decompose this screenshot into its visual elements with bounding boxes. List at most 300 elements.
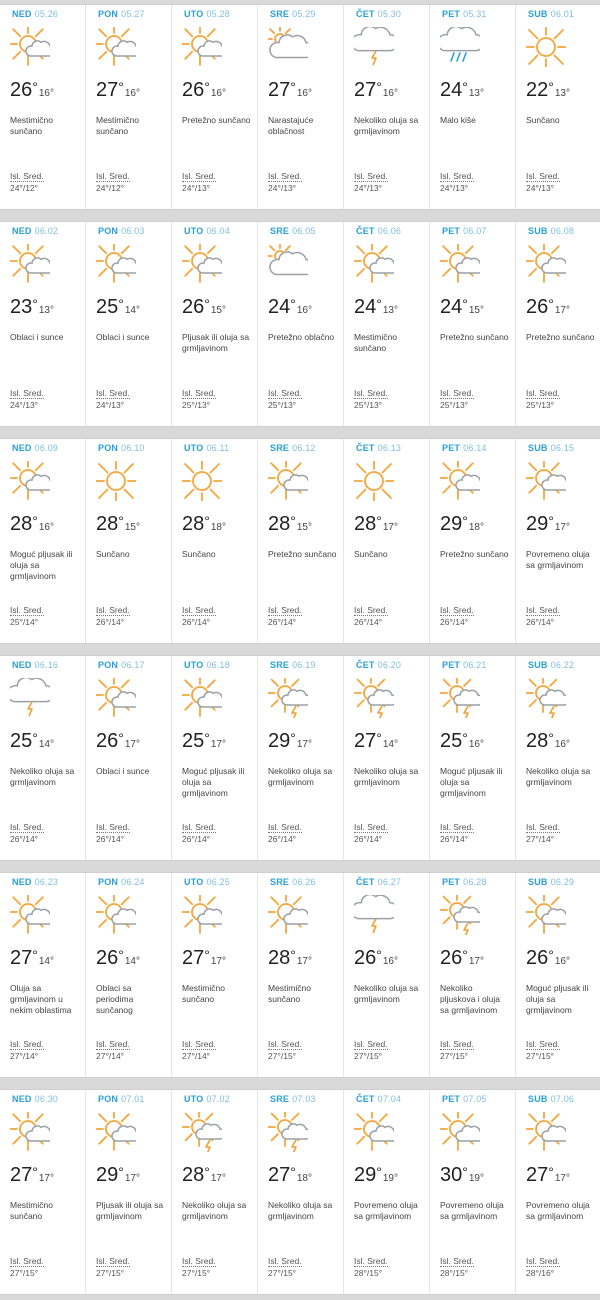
sun-storm-icon [526, 678, 566, 718]
day-of-week: ČET [356, 443, 375, 453]
historical-average-label[interactable]: Isl. Sred. [10, 1256, 44, 1266]
day-card[interactable] [86, 222, 172, 426]
day-label [270, 877, 316, 887]
day-date: 05.28 [206, 9, 230, 19]
day-card[interactable] [344, 873, 430, 1077]
degree-symbol: ° [290, 1164, 296, 1180]
temp-low: 14° [124, 305, 140, 316]
day-label [442, 877, 487, 887]
day-of-week: SRE [270, 1094, 290, 1104]
partly-cloudy-icon [10, 1112, 50, 1152]
historical-average-label[interactable]: Isl. Sred. [96, 388, 130, 398]
day-card[interactable] [430, 439, 516, 643]
historical-average-label[interactable]: Isl. Sred. [182, 388, 216, 398]
day-of-week: ČET [356, 9, 375, 19]
historical-average-label[interactable]: Isl. Sred. [526, 171, 560, 181]
temperature [96, 79, 140, 102]
historical-average-label[interactable]: Isl. Sred. [268, 822, 302, 832]
temperature [268, 513, 312, 536]
day-card[interactable] [0, 5, 86, 209]
temp-high: 25 [10, 730, 33, 752]
historical-average-label[interactable]: Isl. Sred. [96, 1256, 130, 1266]
day-date: 06.23 [34, 877, 59, 887]
day-card[interactable] [0, 656, 86, 860]
day-date: 07.02 [206, 1094, 230, 1104]
temp-high: 24 [354, 296, 377, 318]
day-date: 06.04 [206, 226, 230, 236]
historical-average-label[interactable]: Isl. Sred. [526, 822, 560, 832]
day-card[interactable] [0, 1090, 86, 1294]
weather-description: Pretežno oblačno [268, 332, 335, 342]
historical-average-label[interactable]: Isl. Sred. [440, 171, 474, 181]
day-card[interactable] [172, 439, 258, 643]
sun-storm-icon [440, 678, 480, 718]
day-date: 06.30 [34, 1094, 59, 1104]
day-label [528, 226, 574, 236]
day-card[interactable] [516, 5, 600, 209]
historical-average-values: 27°/15° [440, 1051, 469, 1061]
day-date: 06.27 [377, 877, 402, 887]
historical-average-label[interactable]: Isl. Sred. [526, 1256, 560, 1266]
degree-symbol: ° [204, 513, 210, 529]
day-card[interactable] [172, 5, 258, 209]
day-card[interactable] [344, 1090, 430, 1294]
day-label [442, 1094, 487, 1104]
day-card[interactable] [258, 222, 344, 426]
day-of-week: ČET [356, 1094, 375, 1104]
weather-description: Sunčano [96, 549, 130, 559]
temp-high: 28 [182, 1164, 205, 1186]
temperature [96, 513, 140, 536]
sun-storm-icon [268, 678, 308, 718]
historical-average-label[interactable]: Isl. Sred. [268, 171, 302, 181]
historical-average-label[interactable]: Isl. Sred. [354, 388, 388, 398]
historical-average-label[interactable]: Isl. Sred. [96, 605, 130, 615]
partly-cloudy-icon [526, 244, 566, 284]
temp-high: 29 [96, 1164, 119, 1186]
historical-average-values: 26°/14° [268, 617, 297, 627]
day-label [12, 443, 58, 453]
day-date: 06.10 [121, 443, 145, 453]
historical-average-values: 27°/15° [354, 1051, 383, 1061]
temp-low: 15° [468, 305, 484, 316]
temp-high: 25 [96, 296, 119, 318]
weather-description: Mestimično sunčano [354, 332, 397, 353]
sun-icon [526, 27, 566, 67]
day-card[interactable] [258, 1090, 344, 1294]
temperature [526, 947, 570, 970]
partly-cloudy-icon [354, 244, 394, 284]
day-card[interactable] [516, 222, 600, 426]
degree-symbol: ° [118, 296, 124, 312]
historical-average-values: 24°/12° [10, 183, 39, 193]
historical-average-label[interactable]: Isl. Sred. [96, 171, 130, 181]
weather-description: Sunčano [354, 549, 388, 559]
day-of-week: NED [12, 877, 32, 887]
partly-cloudy-icon [526, 461, 566, 501]
day-card[interactable] [258, 439, 344, 643]
day-label [98, 226, 145, 236]
temp-low: 16° [124, 88, 140, 99]
day-date: 06.29 [550, 877, 575, 887]
weather-description: Oblaci sa periodima sunčanog [96, 983, 134, 1015]
day-of-week: PET [442, 660, 461, 670]
historical-average-label[interactable]: Isl. Sred. [96, 822, 130, 832]
historical-average-label[interactable]: Isl. Sred. [182, 822, 216, 832]
temperature [440, 730, 484, 753]
historical-average-values: 25°/14° [10, 617, 39, 627]
temp-high: 27 [268, 79, 291, 101]
weather-description: Pretežno sunčano [182, 115, 251, 125]
temperature [182, 513, 226, 536]
day-date: 06.28 [463, 877, 487, 887]
day-card[interactable] [86, 873, 172, 1077]
historical-average-label[interactable]: Isl. Sred. [96, 1039, 130, 1049]
sun-icon [182, 461, 222, 501]
partly-cloudy-icon [268, 461, 308, 501]
day-of-week: UTO [184, 226, 204, 236]
temp-high: 24 [440, 79, 463, 101]
day-of-week: PON [98, 226, 119, 236]
historical-average-label[interactable]: Isl. Sred. [440, 1256, 474, 1266]
day-card[interactable] [430, 222, 516, 426]
temp-low: 15° [124, 522, 140, 533]
temperature [526, 513, 570, 536]
degree-symbol: ° [548, 730, 554, 746]
temp-low: 18° [468, 522, 484, 533]
weather-description: Pretežno sunčano [440, 332, 509, 342]
day-card[interactable] [172, 1090, 258, 1294]
degree-symbol: ° [32, 79, 38, 95]
partly-cloudy-icon [440, 244, 480, 284]
weather-description: Pretežno sunčano [440, 549, 509, 559]
temperature [354, 1164, 398, 1187]
day-date: 06.09 [34, 443, 59, 453]
historical-average-label[interactable]: Isl. Sred. [354, 1256, 388, 1266]
day-of-week: ČET [356, 660, 375, 670]
degree-symbol: ° [462, 296, 468, 312]
historical-average-label[interactable]: Isl. Sred. [182, 1039, 216, 1049]
day-card[interactable] [258, 873, 344, 1077]
day-card[interactable] [516, 873, 600, 1077]
temperature [96, 296, 140, 319]
historical-average-values: 26°/14° [182, 834, 211, 844]
day-label [270, 226, 316, 236]
day-date: 07.06 [550, 1094, 575, 1104]
day-of-week: UTO [184, 877, 204, 887]
historical-average-label[interactable]: Isl. Sred. [268, 605, 302, 615]
historical-average-values: 27°/15° [96, 1268, 125, 1278]
historical-average-values: 26°/14° [268, 834, 297, 844]
day-card[interactable] [344, 439, 430, 643]
sun-icon [354, 461, 394, 501]
temperature [96, 1164, 140, 1187]
degree-symbol: ° [204, 296, 210, 312]
day-card[interactable] [172, 222, 258, 426]
day-card[interactable] [516, 656, 600, 860]
degree-symbol: ° [548, 296, 554, 312]
historical-average-values: 24°/12° [96, 183, 125, 193]
historical-average-values: 25°/13° [440, 400, 469, 410]
temp-low: 14° [382, 739, 398, 750]
historical-average-values: 28°/15° [440, 1268, 469, 1278]
day-date: 06.25 [206, 877, 230, 887]
day-of-week: NED [12, 1094, 32, 1104]
temperature [268, 79, 312, 102]
weather-description: Mestimično sunčano [268, 983, 311, 1004]
day-label [12, 226, 58, 236]
temp-low: 16° [38, 522, 54, 533]
day-card[interactable] [172, 656, 258, 860]
day-card[interactable] [516, 439, 600, 643]
weather-description: Sunčano [182, 549, 216, 559]
day-label [12, 9, 58, 19]
historical-average-label[interactable]: Isl. Sred. [354, 171, 388, 181]
temp-low: 16° [554, 956, 570, 967]
forecast-week [0, 872, 600, 1078]
temp-low: 17° [296, 739, 312, 750]
temperature [440, 513, 484, 536]
degree-symbol: ° [32, 947, 38, 963]
day-card[interactable] [344, 222, 430, 426]
historical-average-label[interactable]: Isl. Sred. [354, 605, 388, 615]
temp-low: 18° [210, 522, 226, 533]
temperature [182, 296, 226, 319]
weather-description: Moguć pljusak ili oluja sa grmljavinom [10, 549, 73, 581]
day-label [12, 877, 58, 887]
historical-average-label[interactable]: Isl. Sred. [10, 1039, 44, 1049]
day-card[interactable] [0, 439, 86, 643]
temp-high: 27 [10, 1164, 33, 1186]
temp-low: 17° [554, 305, 570, 316]
thunderstorm-icon [10, 678, 50, 718]
historical-average-label[interactable]: Isl. Sred. [440, 1039, 474, 1049]
temp-high: 28 [268, 947, 291, 969]
weather-description: Nekoliko oluja sa grmljavinom [526, 766, 591, 787]
day-card[interactable] [172, 873, 258, 1077]
degree-symbol: ° [376, 730, 382, 746]
historical-average-values: 26°/14° [526, 617, 555, 627]
temp-high: 27 [96, 79, 119, 101]
day-card[interactable] [430, 1090, 516, 1294]
degree-symbol: ° [204, 947, 210, 963]
temperature [10, 513, 54, 536]
temp-low: 16° [382, 88, 398, 99]
day-card[interactable] [430, 873, 516, 1077]
temp-low: 17° [554, 1173, 570, 1184]
degree-symbol: ° [290, 947, 296, 963]
thunderstorm-icon [354, 27, 394, 67]
weather-description: Nekoliko oluja sa grmljavinom [268, 766, 333, 787]
temp-high: 27 [354, 79, 377, 101]
day-date: 06.17 [121, 660, 145, 670]
partly-cloudy-icon [182, 678, 222, 718]
sun-storm-icon [440, 895, 480, 935]
historical-average-label[interactable]: Isl. Sred. [268, 388, 302, 398]
historical-average-label[interactable]: Isl. Sred. [526, 605, 560, 615]
historical-average-label[interactable]: Isl. Sred. [182, 1256, 216, 1266]
temperature [10, 79, 54, 102]
temperature [10, 730, 54, 753]
temp-low: 19° [468, 1173, 484, 1184]
historical-average-label[interactable]: Isl. Sred. [440, 388, 474, 398]
temp-high: 26 [96, 730, 119, 752]
day-card[interactable] [258, 656, 344, 860]
day-of-week: PON [98, 1094, 119, 1104]
day-card[interactable] [0, 222, 86, 426]
day-card[interactable] [430, 5, 516, 209]
historical-average-label[interactable]: Isl. Sred. [526, 388, 560, 398]
historical-average-label[interactable]: Isl. Sred. [440, 822, 474, 832]
temp-high: 27 [354, 730, 377, 752]
day-of-week: ČET [356, 877, 375, 887]
temp-low: 13° [38, 305, 54, 316]
weather-description: Mestimično sunčano [182, 983, 225, 1004]
day-of-week: SUB [528, 660, 548, 670]
historical-average-values: 28°/15° [354, 1268, 383, 1278]
day-of-week: UTO [184, 660, 204, 670]
temp-high: 24 [440, 296, 463, 318]
day-date: 06.18 [206, 660, 230, 670]
partly-cloudy-icon [96, 1112, 136, 1152]
historical-average-values: 25°/13° [526, 400, 555, 410]
day-card[interactable] [430, 656, 516, 860]
thunderstorm-icon [354, 895, 394, 935]
partly-cloudy-icon [440, 1112, 480, 1152]
day-label [356, 9, 401, 19]
historical-average-values: 27°/14° [10, 1051, 39, 1061]
partly-cloudy-icon [182, 27, 222, 67]
historical-average-values: 27°/14° [182, 1051, 211, 1061]
day-card[interactable] [344, 656, 430, 860]
weather-description: Povremeno oluja sa grmljavinom [354, 1200, 418, 1221]
historical-average-values: 26°/14° [440, 617, 469, 627]
temperature [354, 296, 398, 319]
temp-high: 28 [10, 513, 33, 535]
day-date: 06.21 [463, 660, 487, 670]
day-date: 06.01 [550, 9, 575, 19]
degree-symbol: ° [118, 730, 124, 746]
historical-average-label[interactable]: Isl. Sred. [354, 822, 388, 832]
day-card[interactable] [258, 5, 344, 209]
degree-symbol: ° [548, 513, 554, 529]
day-card[interactable] [86, 656, 172, 860]
temp-high: 29 [354, 1164, 377, 1186]
historical-average-label[interactable]: Isl. Sred. [182, 171, 216, 181]
day-label [12, 660, 58, 670]
cloudy-sun-icon [268, 244, 308, 284]
day-card[interactable] [86, 439, 172, 643]
partly-cloudy-icon [182, 244, 222, 284]
weather-description: Sunčano [526, 115, 560, 125]
temp-low: 17° [554, 522, 570, 533]
day-card[interactable] [86, 1090, 172, 1294]
weather-description: Nekoliko oluja sa grmljavinom [182, 1200, 247, 1221]
historical-average-label[interactable]: Isl. Sred. [268, 1256, 302, 1266]
historical-average-label[interactable]: Isl. Sred. [440, 605, 474, 615]
partly-cloudy-icon [268, 895, 308, 935]
weather-description: Pretežno sunčano [526, 332, 595, 342]
degree-symbol: ° [376, 947, 382, 963]
temp-high: 27 [268, 1164, 291, 1186]
temp-low: 17° [210, 739, 226, 750]
day-label [270, 1094, 316, 1104]
weather-description: Povremeno oluja sa grmljavinom [526, 549, 590, 570]
day-of-week: SRE [270, 877, 290, 887]
historical-average-values: 26°/14° [96, 617, 125, 627]
day-card[interactable] [86, 5, 172, 209]
historical-average-label[interactable]: Isl. Sred. [10, 388, 44, 398]
day-label [98, 1094, 145, 1104]
historical-average-label[interactable]: Isl. Sred. [526, 1039, 560, 1049]
historical-average-label[interactable]: Isl. Sred. [10, 822, 44, 832]
day-date: 06.02 [34, 226, 59, 236]
day-label [98, 660, 145, 670]
historical-average-values: 28°/16° [526, 1268, 555, 1278]
temperature [526, 730, 570, 753]
partly-cloudy-icon [526, 895, 566, 935]
temperature [268, 1164, 312, 1187]
degree-symbol: ° [462, 1164, 468, 1180]
temp-high: 26 [182, 79, 205, 101]
day-label [12, 1094, 58, 1104]
historical-average-values: 24°/13° [96, 400, 125, 410]
day-date: 06.24 [121, 877, 145, 887]
temp-high: 25 [182, 730, 205, 752]
historical-average-values: 24°/13° [526, 183, 555, 193]
day-label [270, 443, 316, 453]
temp-high: 26 [182, 296, 205, 318]
degree-symbol: ° [32, 296, 38, 312]
temp-low: 15° [296, 522, 312, 533]
day-of-week: NED [12, 9, 32, 19]
historical-average-values: 27°/14° [96, 1051, 125, 1061]
temp-high: 28 [354, 513, 377, 535]
day-card[interactable] [0, 873, 86, 1077]
historical-average-label[interactable]: Isl. Sred. [268, 1039, 302, 1049]
historical-average-label[interactable]: Isl. Sred. [10, 605, 44, 615]
degree-symbol: ° [204, 730, 210, 746]
degree-symbol: ° [32, 513, 38, 529]
day-date: 06.14 [463, 443, 487, 453]
weather-description: Narastajuće oblačnost [268, 115, 314, 136]
day-date: 05.27 [121, 9, 145, 19]
historical-average-label[interactable]: Isl. Sred. [10, 171, 44, 181]
temp-high: 27 [526, 1164, 549, 1186]
day-card[interactable] [344, 5, 430, 209]
temp-high: 28 [182, 513, 205, 535]
historical-average-label[interactable]: Isl. Sred. [182, 605, 216, 615]
day-of-week: SRE [270, 660, 290, 670]
historical-average-label[interactable]: Isl. Sred. [354, 1039, 388, 1049]
day-label [98, 877, 145, 887]
sun-storm-icon [182, 1112, 222, 1152]
sun-storm-icon [268, 1112, 308, 1152]
temperature [268, 730, 312, 753]
weather-description: Pretežno sunčano [268, 549, 337, 559]
weather-description: Malo kiše [440, 115, 476, 125]
day-label [528, 443, 574, 453]
degree-symbol: ° [290, 79, 296, 95]
day-card[interactable] [516, 1090, 600, 1294]
day-label [528, 1094, 574, 1104]
day-date: 07.05 [463, 1094, 487, 1104]
day-date: 06.15 [550, 443, 575, 453]
day-label [270, 660, 316, 670]
day-of-week: ČET [356, 226, 375, 236]
temp-high: 24 [268, 296, 291, 318]
temp-low: 18° [296, 1173, 312, 1184]
